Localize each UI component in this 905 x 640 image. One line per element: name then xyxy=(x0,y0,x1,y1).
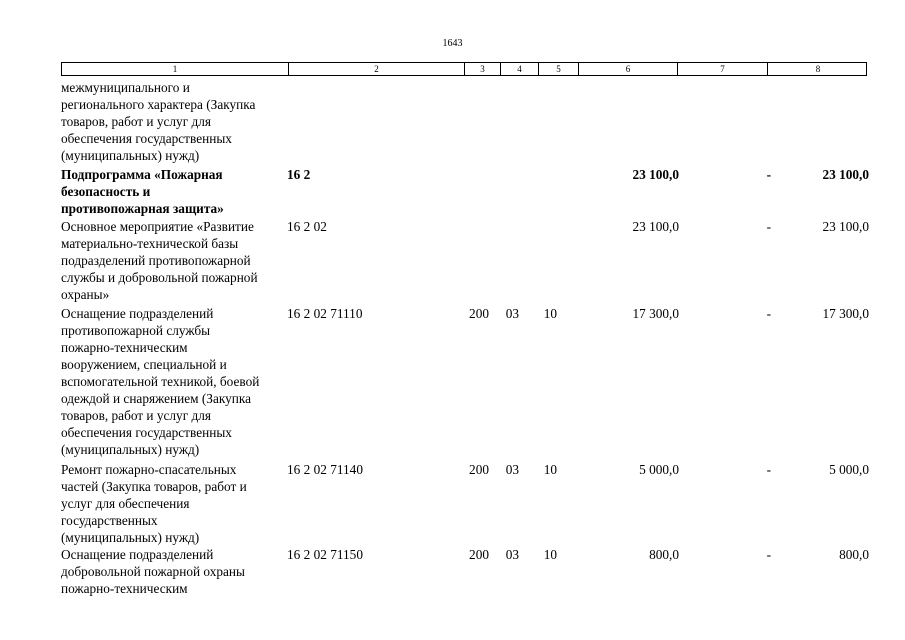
row-code: 16 2 xyxy=(287,167,311,182)
header-col-7: 7 xyxy=(678,63,768,75)
row-col6: 5 000,0 xyxy=(639,462,679,477)
header-col-4: 4 xyxy=(501,63,539,75)
row-col5: 10 xyxy=(543,462,557,477)
row-name: Оснащение подразделений добровольной пожарной охраны пожарно-техническим xyxy=(61,547,245,596)
row-col8: 23 100,0 xyxy=(822,167,869,182)
header-col-1: 1 xyxy=(62,63,289,75)
page-number: 1643 xyxy=(442,38,463,49)
row-col5: 10 xyxy=(543,306,557,321)
row-col6: 17 300,0 xyxy=(632,306,679,321)
row-col3: 200 xyxy=(469,306,489,321)
row-col8: 5 000,0 xyxy=(829,462,869,477)
row-col8: 23 100,0 xyxy=(822,219,869,234)
row-col6: 800,0 xyxy=(649,547,679,562)
row-code: 16 2 02 71150 xyxy=(287,547,363,562)
row-name: Ремонт пожарно-спасательных частей (Закупка товаров, работ и услуг для обеспечения государственных (муниципальных) нужд) xyxy=(61,462,247,545)
row-col8: 800,0 xyxy=(839,547,869,562)
row-name: Оснащение подразделений противопожарной службы пожарно-техническим вооружением, специальной и вспомогательной техникой, боевой одеждой и снаряжением (Закупка товаров, работ и услуг для обеспечения государственных (муниципальных) нужд) xyxy=(61,306,260,457)
header-col-6: 6 xyxy=(579,63,678,75)
row-name: Подпрограмма «Пожарная безопасность и противопожарная защита» xyxy=(61,167,224,216)
row-col4: 03 xyxy=(505,462,519,477)
row-code: 16 2 02 71140 xyxy=(287,462,363,477)
row-col4: 03 xyxy=(505,547,519,562)
row-col6: 23 100,0 xyxy=(632,167,679,182)
row-col7: - xyxy=(766,306,771,321)
row-code: 16 2 02 71110 xyxy=(287,306,363,321)
row-col4: 03 xyxy=(505,306,519,321)
row-code: 16 2 02 xyxy=(287,219,327,234)
header-col-8: 8 xyxy=(815,64,821,74)
row-col7: - xyxy=(766,167,771,182)
row-col3: 200 xyxy=(469,462,489,477)
row-name: Основное мероприятие «Развитие материально-технической базы подразделений противопожарной службы и добровольной пожарной охраны» xyxy=(61,219,258,302)
row-col7: - xyxy=(766,547,771,562)
table-header xyxy=(61,62,867,76)
row-col8: 17 300,0 xyxy=(822,306,869,321)
header-col-5: 5 xyxy=(539,63,579,75)
header-col-2: 2 xyxy=(289,63,465,75)
row-col6: 23 100,0 xyxy=(632,219,679,234)
row-col7: - xyxy=(766,219,771,234)
row-col3: 200 xyxy=(469,547,489,562)
header-col-3: 3 xyxy=(465,63,501,75)
row-col5: 10 xyxy=(543,547,557,562)
row-name: межмуниципального и регионального характера (Закупка товаров, работ и услуг для обеспечения государственных (муниципальных) нужд) xyxy=(61,80,256,163)
row-col7: - xyxy=(766,462,771,477)
